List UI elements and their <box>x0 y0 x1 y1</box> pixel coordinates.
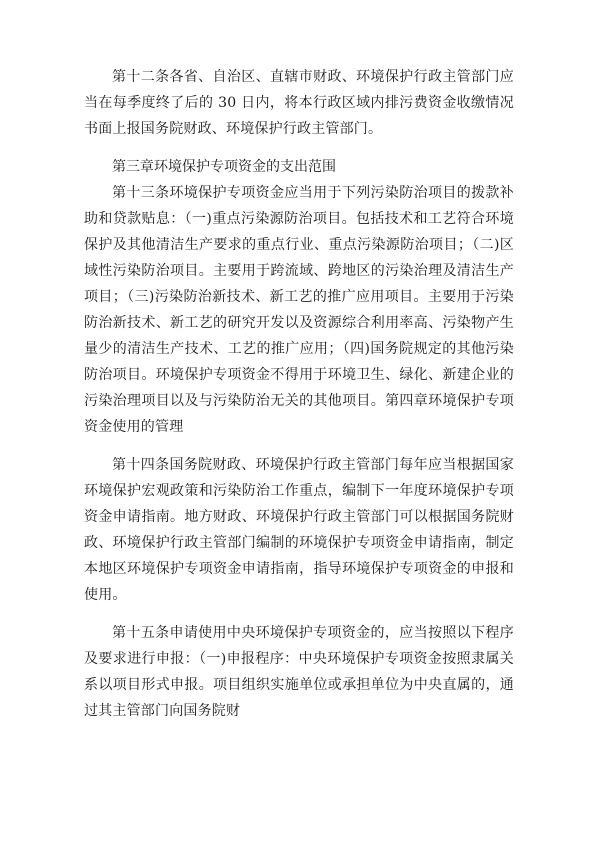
document-body <box>84 64 514 724</box>
paragraph-article-15: 第十五条申请使用中央环境保护专项资金的，应当按照以下程序及要求进行申报：（一)申报程序：中央环境保护专项资金按照隶属关系以项目形式申报。项目组织实施单位或承担单位为中央直属的，通过其主管部门向国务院财 <box>84 625 514 719</box>
paragraph-article-14: 第十四条国务院财政、环境保护行政主管部门每年应当根据国家环境保护宏观政策和污染防治工作重点，编制下一年度环境保护专项资金申请指南。地方财政、环境保护行政主管部门可以根据国务院财政、环境保护行政主管部门编制的环境保护专项资金申请指南，制定本地区环境保护专项资金申请指南，指导环境保护专项资金的申报和使用。 <box>84 457 514 603</box>
paragraph-article-12: 第十二条各省、自治区、直辖市财政、环境保护行政主管部门应当在每季度终了后的 30 日内，将本行政区域内排污费资金收缴情况书面上报国务院财政、环境保护行政主管部门。 <box>84 69 514 137</box>
paragraph-article-13: 第十三条环境保护专项资金应当用于下列污染防治项目的拨款补助和贷款贴息：（一)重点污染源防治项目。包括技术和工艺符合环境保护及其他清洁生产要求的重点行业、重点污染源防治项目；（二)区域性污染防治项目。主要用于跨流域、跨地区的污染治理及清洁生产项目；（三)污染防治新技术、新工艺的推广应用项目。主要用于污染防治新技术、新工艺的研究开发以及资源综合利用率高、污染物产生量少的清洁生产技术、工艺的推广应用；（四)国务院规定的其他污染防治项目。环境保护专项资金不得用于环境卫生、绿化、新建企业的污染治理项目以及与污染防治无关的其他项目。第四章环境保护专项资金使用的管理 <box>84 185 514 435</box>
chapter-heading: 第三章环境保护专项资金的支出范围 <box>112 159 336 175</box>
